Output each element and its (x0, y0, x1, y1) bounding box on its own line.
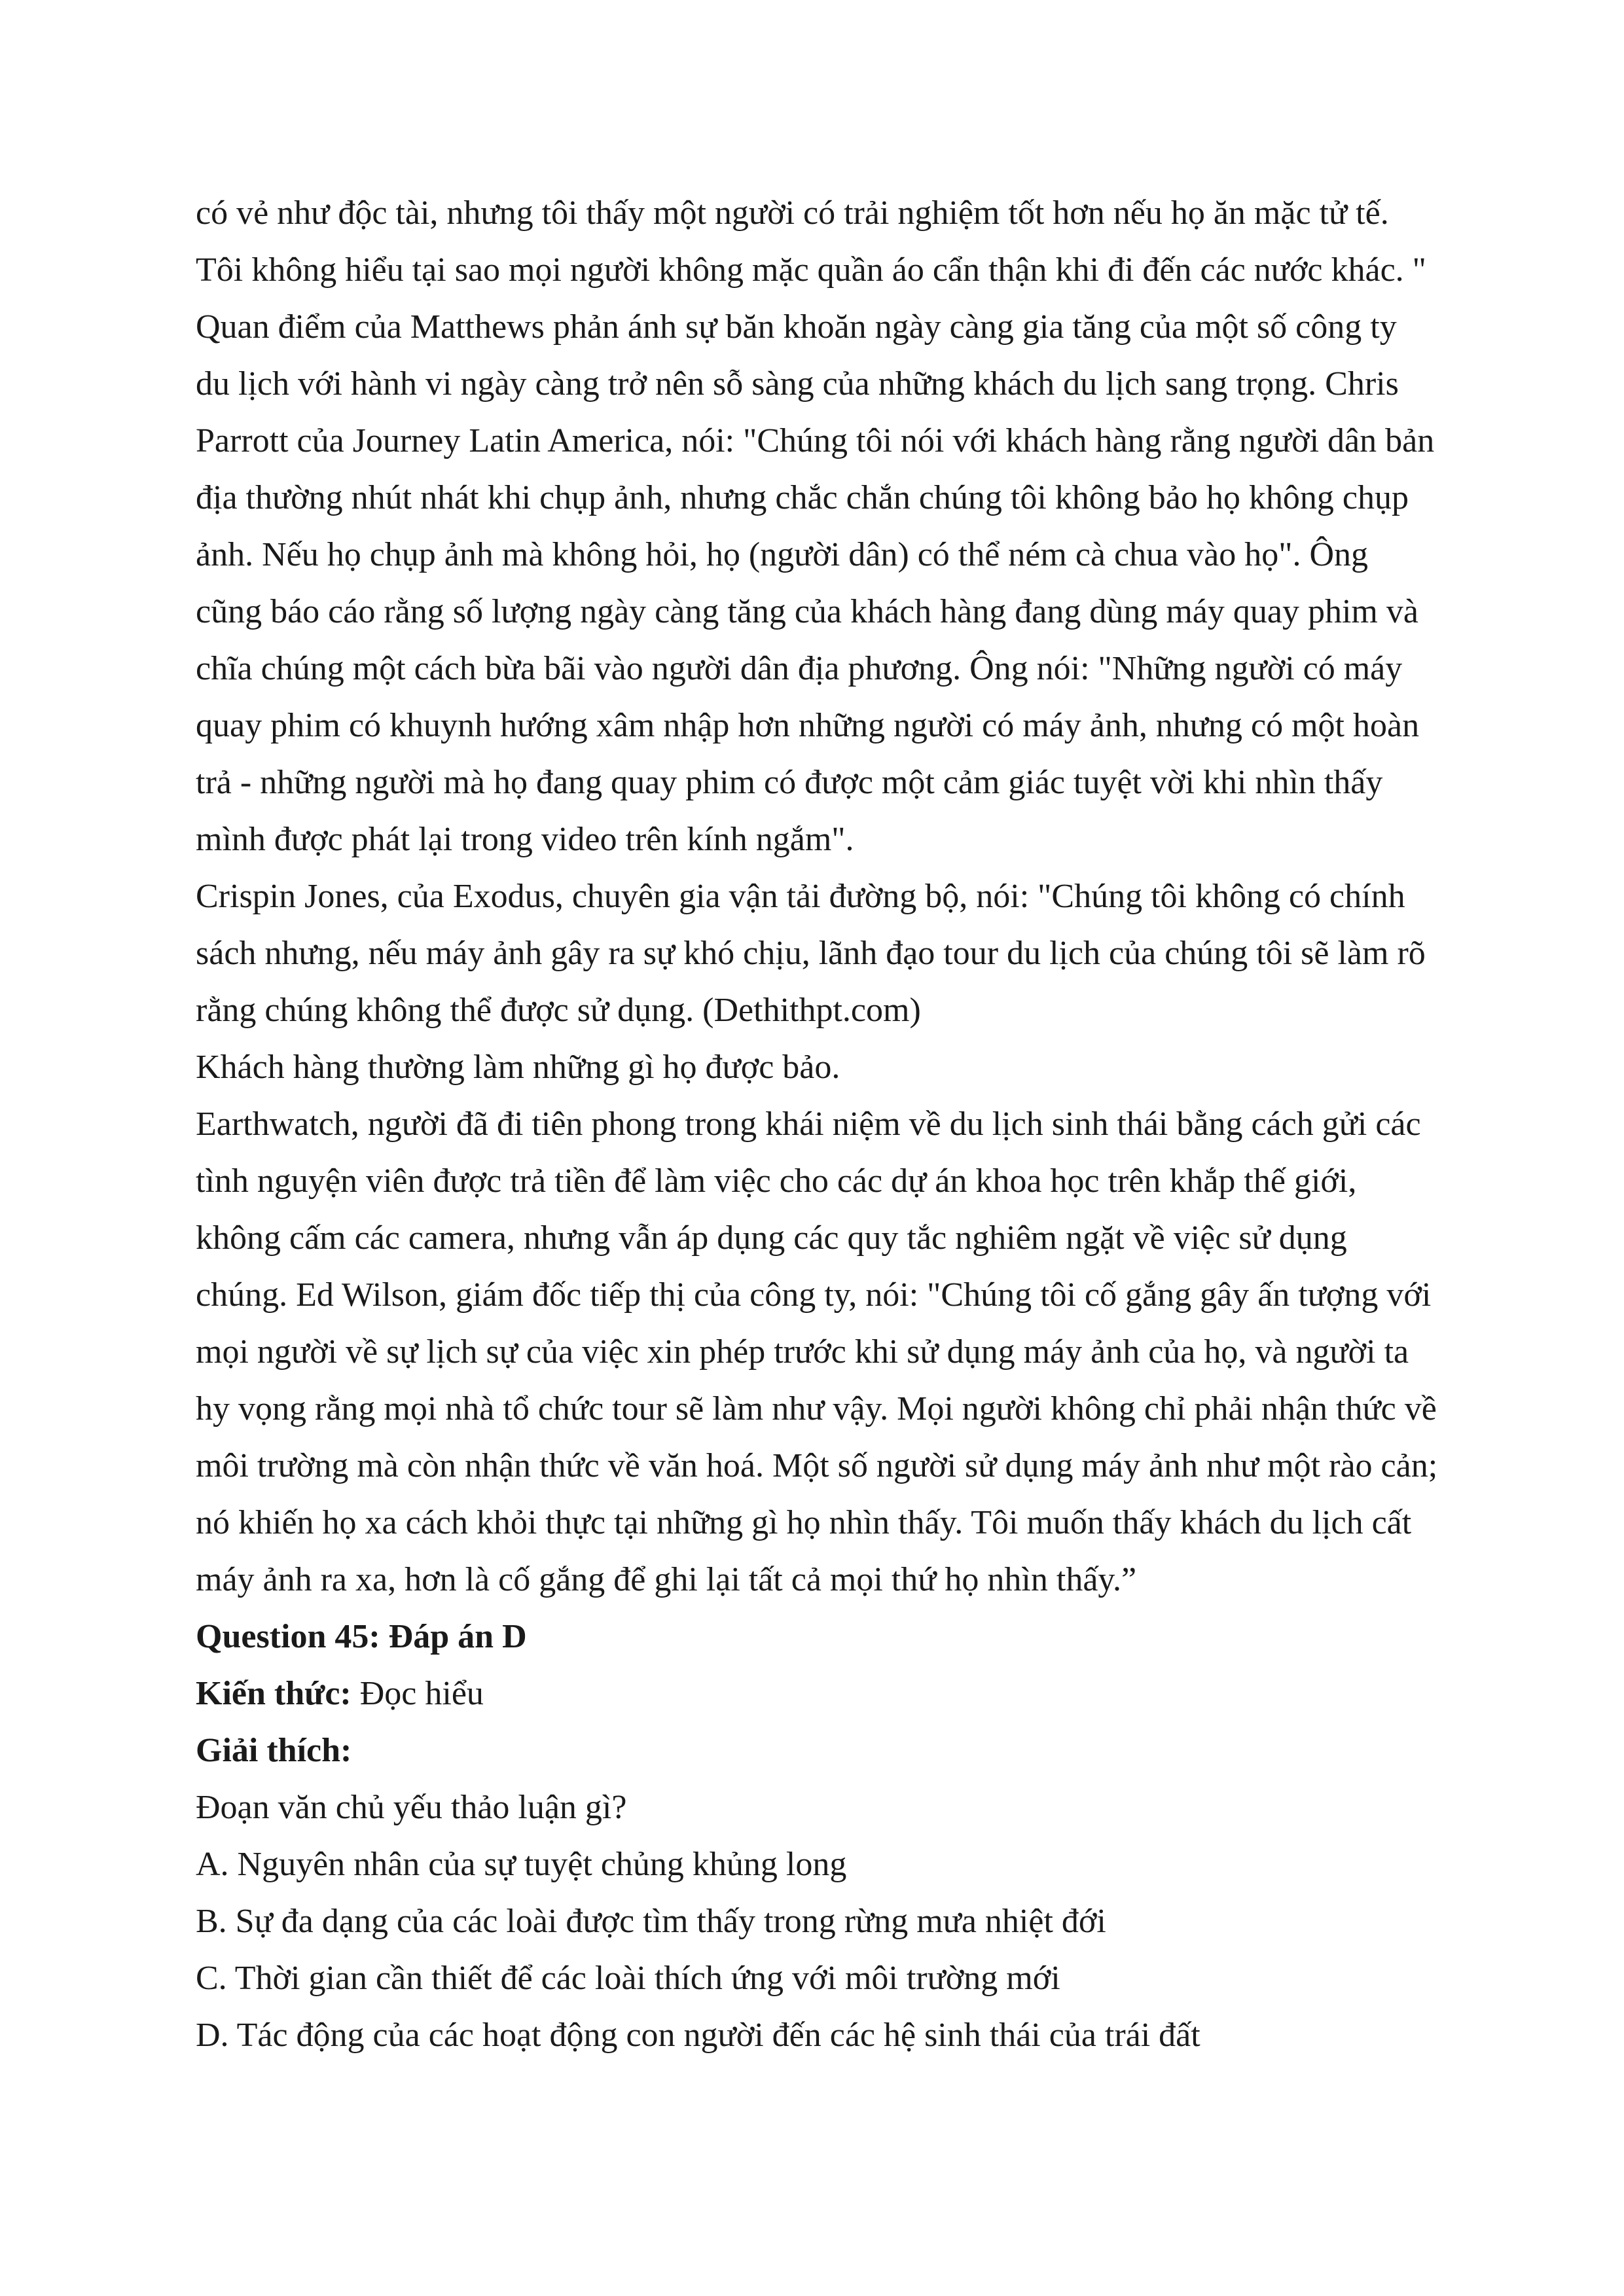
text-line: sách nhưng, nếu máy ảnh gây ra sự khó chịu, lãnh đạo tour du lịch của chúng tôi sẽ làm rõ (196, 935, 1426, 972)
text-line: Quan điểm của Matthews phản ánh sự băn khoăn ngày càng gia tăng của một số công ty (196, 308, 1397, 346)
option-d: D. Tác động của các hoạt động con người đến các hệ sinh thái của trái đất (196, 2017, 1200, 2054)
earthwatch-paragraph (196, 1096, 1438, 1608)
text-line: Parrott của Journey Latin America, nói: "Chúng tôi nói với khách hàng rằng người dân bản (196, 422, 1435, 459)
text-line: du lịch với hành vi ngày càng trở nên sỗ sàng của những khách du lịch sang trọng. Chris (196, 365, 1399, 403)
text-line: hy vọng rằng mọi nhà tổ chức tour sẽ làm như vậy. Mọi người không chỉ phải nhận thức về (196, 1390, 1437, 1427)
text-line: Earthwatch, người đã đi tiên phong trong khái niệm về du lịch sinh thái bằng cách gửi các (196, 1105, 1421, 1143)
text-line: máy ảnh ra xa, hơn là cố gắng để ghi lại tất cả mọi thứ họ nhìn thấy.” (196, 1561, 1137, 1598)
text-line: rằng chúng không thể được sử dụng. (Dethithpt.com) (196, 992, 921, 1029)
text-line: nó khiến họ xa cách khỏi thực tại những gì họ nhìn thấy. Tôi muốn thấy khách du lịch cất (196, 1504, 1412, 1541)
passage-continued-paragraph (196, 185, 1435, 868)
option-c: C. Thời gian cần thiết để các loài thích ứng với môi trường mới (196, 1960, 1060, 1997)
knowledge-line (196, 1665, 1400, 1722)
text-line: cũng báo cáo rằng số lượng ngày càng tăng của khách hàng đang dùng máy quay phim và (196, 593, 1418, 630)
text-line: ảnh. Nếu họ chụp ảnh mà không hỏi, họ (người dân) có thể ném cà chua vào họ". Ông (196, 536, 1369, 573)
option-a: A. Nguyên nhân của sự tuyệt chủng khủng long (196, 1846, 847, 1883)
text-line: tình nguyện viên được trả tiền để làm việc cho các dự án khoa học trên khắp thế giới, (196, 1162, 1357, 1200)
text-line: địa thường nhút nhát khi chụp ảnh, nhưng chắc chắn chúng tôi không bảo họ không chụp (196, 479, 1409, 516)
explanation-label: Giải thích: (196, 1732, 352, 1769)
option-b: B. Sự đa dạng của các loài được tìm thấy trong rừng mưa nhiệt đới (196, 1903, 1106, 1940)
knowledge-value: Đọc hiểu (351, 1675, 484, 1712)
text-line: quay phim có khuynh hướng xâm nhập hơn những người có máy ảnh, nhưng có một hoàn (196, 707, 1420, 744)
customers-line: Khách hàng thường làm những gì họ được bảo. (196, 1049, 840, 1086)
text-line: chĩa chúng một cách bừa bãi vào người dân địa phương. Ông nói: "Những người có máy (196, 650, 1403, 687)
question-text: Đoạn văn chủ yếu thảo luận gì? (196, 1789, 627, 1826)
text-line: chúng. Ed Wilson, giám đốc tiếp thị của công ty, nói: "Chúng tôi cố gắng gây ấn tượng với (196, 1276, 1432, 1314)
text-line: có vẻ như độc tài, nhưng tôi thấy một người có trải nghiệm tốt hơn nếu họ ăn mặc tử tế. (196, 194, 1389, 232)
text-line: mọi người về sự lịch sự của việc xin phép trước khi sử dụng máy ảnh của họ, và người ta (196, 1333, 1409, 1371)
text-line: mình được phát lại trong video trên kính ngắm". (196, 821, 854, 858)
knowledge-label: Kiến thức: (196, 1675, 352, 1712)
document-page (196, 185, 1438, 2064)
text-line: Crispin Jones, của Exodus, chuyên gia vận tải đường bộ, nói: "Chúng tôi không có chính (196, 878, 1405, 915)
text-line: không cấm các camera, nhưng vẫn áp dụng các quy tắc nghiêm ngặt về việc sử dụng (196, 1219, 1347, 1257)
text-line: Tôi không hiểu tại sao mọi người không mặc quần áo cẩn thận khi đi đến các nước khác. " (196, 251, 1426, 289)
text-line: môi trường mà còn nhận thức về văn hoá. Một số người sử dụng máy ảnh như một rào cản; (196, 1447, 1438, 1484)
question-heading: Question 45: Đáp án D (196, 1618, 527, 1655)
crispin-paragraph (196, 868, 1426, 1039)
text-line: trả - những người mà họ đang quay phim có được một cảm giác tuyệt vời khi nhìn thấy (196, 764, 1383, 801)
